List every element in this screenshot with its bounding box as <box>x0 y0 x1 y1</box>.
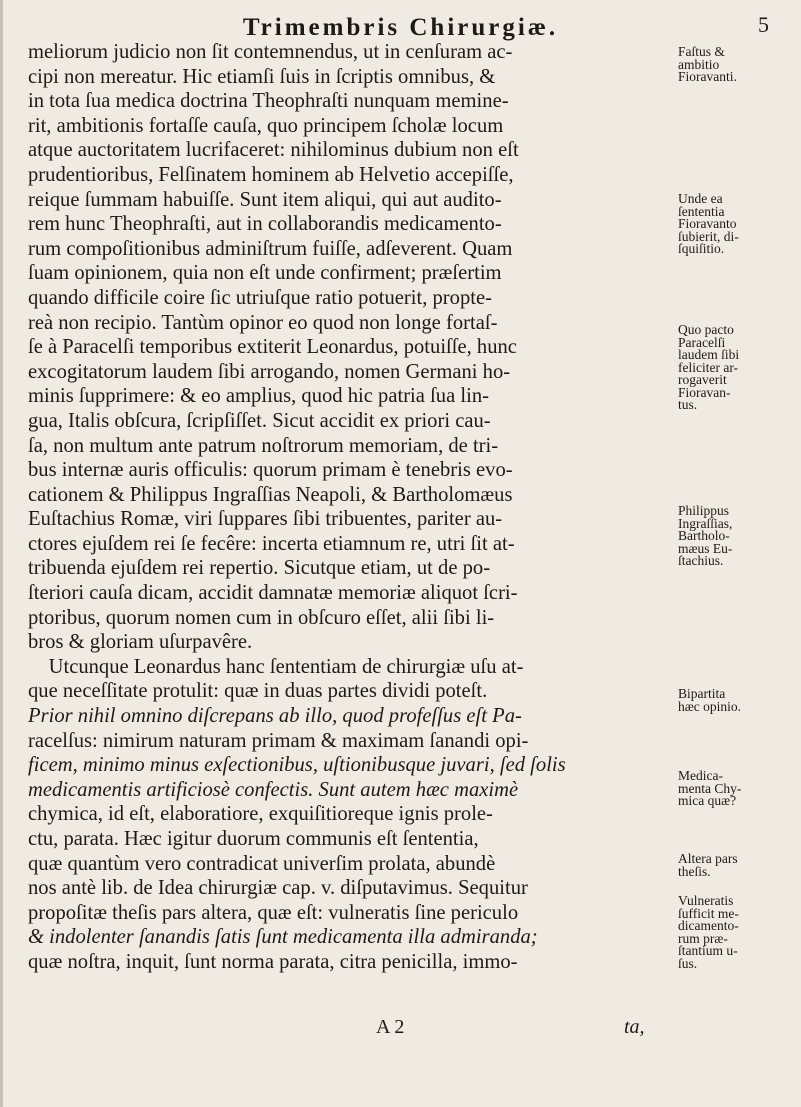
marginal-note-line: theſis. <box>678 863 711 879</box>
text-line: rem hunc Theophraſti, aut in collaborandis medicamento- <box>28 213 502 236</box>
marginal-note-line: hæc opinio. <box>678 698 741 714</box>
text-line: que neceſſitate protulit: quæ in duas partes dividi poteſt. <box>28 680 488 703</box>
marginal-note-line: ſquiſitio. <box>678 241 725 256</box>
text-line: in tota ſua medica doctrina Theophraſti nunquam memine- <box>28 90 509 113</box>
text-line: rit, ambitionis fortaſſe cauſa, quo principem ſcholæ locum <box>28 114 504 137</box>
text-line: & indolenter ſanandis ſatis ſunt medicamenta illa admiranda; <box>28 926 538 949</box>
body-text <box>28 40 688 975</box>
text-line: Euſtachius Romæ, viri ſuppares ſibi tribuentes, pariter au- <box>28 508 503 531</box>
marginal-note-line: dicamento- <box>678 918 739 933</box>
text-line: ſuam opinionem, quia non eſt unde confirment; præſertim <box>28 262 502 285</box>
marginal-note-line: tus. <box>678 397 698 412</box>
marginal-note-line: Altera pars <box>678 851 738 866</box>
marginal-note-line: mica quæ? <box>678 793 737 808</box>
text-line: nos antè lib. de Idea chirurgiæ cap. v. diſputavimus. Sequitur <box>28 877 528 900</box>
text-line: quæ quantùm vero contradicat univerſim prolata, abundè <box>28 852 496 875</box>
text-line: reique ſummam habuiſſe. Sunt item aliqui, qui aut audito- <box>28 188 502 211</box>
text-line: atque auctoritatem lucrifaceret: nihilominus dubium non eſt <box>28 139 519 162</box>
text-line: ptoribus, quorum nomen cum in obſcuro eſſet, alii ſibi li- <box>28 606 495 629</box>
text-line: Prior nihil omnino diſcrepans ab illo, quod profeſſus eſt Pa- <box>28 705 522 728</box>
marginal-note-line: laudem ſibi <box>678 347 740 362</box>
marginal-note <box>678 46 796 84</box>
marginal-note-line: ſus. <box>678 955 698 971</box>
marginal-note <box>678 895 796 970</box>
text-line: quæ noſtra, inquit, ſunt norma parata, citra penicilla, immo- <box>28 950 518 973</box>
marginal-note-line: Quo pacto <box>678 322 734 337</box>
marginal-note-line: rogaverit <box>678 372 727 387</box>
marginal-note-line: mæus Eu- <box>678 540 733 556</box>
marginal-note <box>678 505 796 568</box>
marginal-note <box>678 193 796 256</box>
text-line: bus internæ auris officulis: quorum primam è tenebris evo- <box>28 459 513 482</box>
text-line: quando difficile coire ſic utriuſque ratio potuerit, propte- <box>28 286 492 309</box>
text-line: chymica, id eſt, elaboratiore, exquiſitioreque ignis prole- <box>28 803 493 826</box>
text-line: tribuenda ejuſdem rei repertio. Sicutque etiam, ut de po- <box>28 557 491 580</box>
marginal-note-line: rum præ- <box>678 930 728 946</box>
marginal-note-line: Vulneratis <box>678 893 734 908</box>
marginal-note <box>678 853 796 878</box>
text-line: ſteriori cauſa dicam, accidit damnatæ memoriæ aliquot ſcri- <box>28 582 518 605</box>
text-line: rum compoſitionibus adminiſtrum fuiſſe, adſeverent. Quam <box>28 237 513 260</box>
text-line: ficem, minimo minus exſectionibus, uſtionibusque juvari, ſed ſolis <box>28 754 566 777</box>
marginal-note-line: Bartholo- <box>678 528 730 543</box>
text-line: Utcunque Leonardus hanc ſententiam de chirurgiæ uſu at- <box>28 655 524 678</box>
marginal-note <box>678 688 796 713</box>
marginal-note-line: ambitio <box>678 56 720 72</box>
marginal-note-line: ſtachius. <box>678 553 724 568</box>
text-line: excogitatorum laudem ſibi arrogando, nomen Germani ho- <box>28 360 511 383</box>
text-line: ctu, parata. Hæc igitur duorum communis eſt ſententia, <box>28 828 479 850</box>
text-line: medicamentis artificiosè confectis. Sunt autem hæc maximè <box>28 778 519 801</box>
marginal-note-line: ſententia <box>678 203 725 219</box>
marginal-note <box>678 770 796 808</box>
text-line: racelſus: nimirum naturam primam & maximam ſanandi opi- <box>28 729 529 752</box>
text-line: propoſitæ theſis pars altera, quæ eſt: vulneratis ſine periculo <box>28 901 519 924</box>
text-line: ctores ejuſdem rei ſe fecêre: incerta etiamnum re, utri ſit at- <box>28 532 515 555</box>
marginal-note-line: ſtantium u- <box>678 943 738 958</box>
text-line: prudentioribus, Felſinatem hominem ab Helvetio accepiſſe, <box>28 163 514 186</box>
text-line: meliorum judicio non ſit contemnendus, ut in cenſuram ac- <box>28 41 513 63</box>
marginal-note-line: Unde ea <box>678 191 723 206</box>
text-line: ſe à Paracelſi temporibus extiterit Leonardus, potuiſſe, hunc <box>28 336 517 359</box>
marginal-note-line: menta Chy- <box>678 780 742 796</box>
text-line: minis ſupprimere: & eo amplius, quod hic patria ſua lin- <box>28 385 489 408</box>
text-line: gua, Italis obſcura, ſcripſiſſet. Sicut accidit ex priori cau- <box>28 409 491 432</box>
marginal-note-line: ſufficit me- <box>678 905 739 921</box>
signature-mark: A 2 <box>376 1016 405 1038</box>
marginal-note-line: ſubierit, di- <box>678 228 739 244</box>
marginal-note-line: Fioravan- <box>678 384 731 400</box>
marginal-note-line: feliciter ar- <box>678 359 739 375</box>
text-line: bros & gloriam uſurpavêre. <box>28 631 253 654</box>
marginal-note-line: Fioravanto <box>678 216 737 231</box>
marginal-note-line: Ingraſſias, <box>678 515 733 531</box>
marginal-note-line: Bipartita <box>678 686 726 701</box>
text-line: cationem & Philippus Ingraſſias Neapoli, & Bartholomæus <box>28 483 513 506</box>
marginal-note-line: Fioravanti. <box>678 69 737 84</box>
page-number: 5 <box>758 12 769 37</box>
text-line: reà non recipio. Tantùm opinor eo quod non longe fortaſ- <box>28 311 498 334</box>
marginal-note-line: Paracelſi <box>678 334 726 350</box>
text-line: ſa, non multum ante patrum noſtrorum memoriam, de tri- <box>28 434 499 457</box>
marginal-note <box>678 324 796 412</box>
text-line: cipi non mereatur. Hic etiamſi ſuis in ſcriptis omnibus, & <box>28 65 496 88</box>
marginal-note-line: Philippus <box>678 503 730 518</box>
catchword: ta, <box>624 1016 645 1038</box>
marginal-note-line: Faſtus & <box>678 44 725 59</box>
marginal-note-line: Medica- <box>678 768 723 783</box>
running-title: Trimembris Chirurgiæ. <box>242 14 559 41</box>
page-edge <box>0 0 3 1107</box>
